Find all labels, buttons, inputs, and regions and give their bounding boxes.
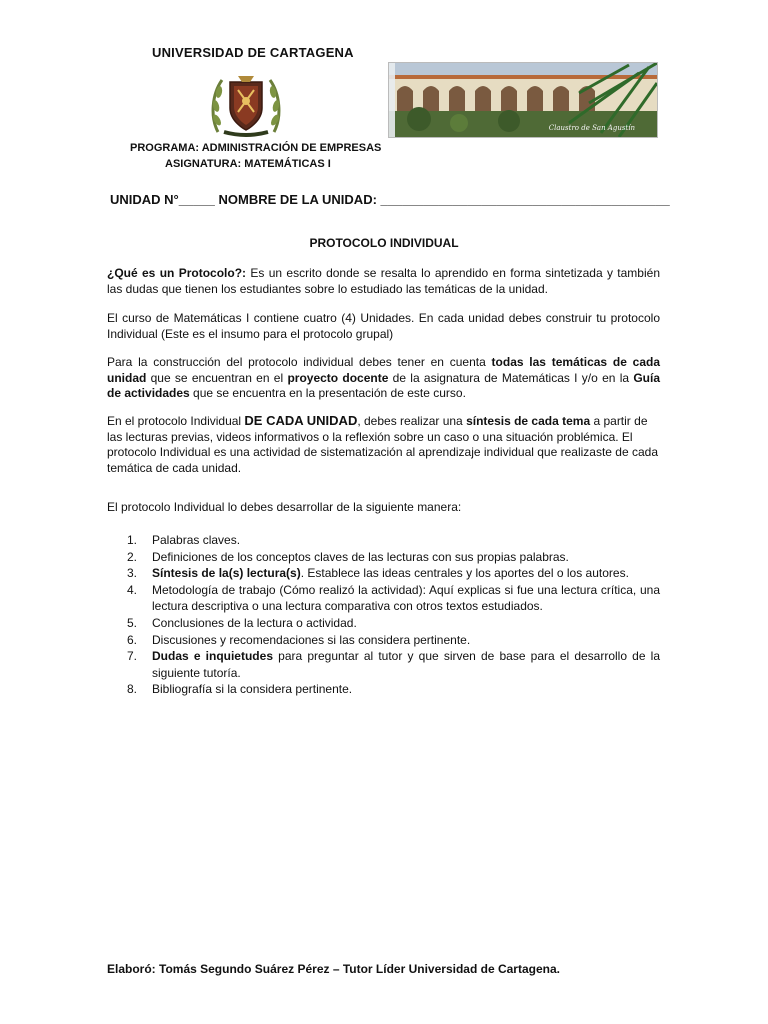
unit-line: UNIDAD N°_____ NOMBRE DE LA UNIDAD: ________________________________________: [110, 192, 670, 207]
paragraph-what-is-protocol: [107, 266, 660, 297]
list-number: 7.: [127, 649, 138, 664]
paragraph-text: a partir de las lecturas previas, videos informativos o la reflexión sobre un caso o una situación problémica. El protocolo Individual es una actividad de sistematización al aprendizaje individual que realizaste de cada temática de cada unidad.: [107, 414, 659, 475]
paragraph-bold: proyecto docente: [287, 370, 389, 385]
list-item: [107, 549, 660, 566]
list-number: 4.: [127, 582, 138, 597]
list-item: [107, 532, 660, 549]
list-number: 2.: [127, 549, 138, 564]
paragraph-bold: DE CADA UNIDAD: [244, 413, 358, 428]
list-number: 1.: [127, 533, 138, 547]
paragraph-text: En el protocolo Individual: [107, 414, 245, 428]
paragraph-text: Es un escrito donde se resalta lo aprendido en forma sintetizada y también las dudas que tienen los estudiantes sobre lo estudiado las temáticas de la unidad.: [107, 266, 660, 296]
document-title: PROTOCOLO INDIVIDUAL: [309, 236, 459, 250]
paragraph-bold: Guía de actividades: [107, 370, 660, 400]
paragraph-text: que se encuentran en el: [146, 370, 288, 385]
list-item-text: Bibliografía si la considera pertinente.: [152, 682, 353, 697]
list-number: 5.: [127, 615, 138, 630]
list-item-bold: Síntesis de la(s) lectura(s): [152, 566, 301, 581]
list-item-text: Conclusiones de la lectura o actividad.: [152, 615, 357, 630]
list-number: 8.: [127, 682, 138, 697]
paragraph-bold: todas las temáticas de cada unidad: [107, 355, 660, 385]
paragraph-text: , debes realizar una: [357, 414, 467, 428]
photo-caption: Claustro de San Agustín: [548, 124, 635, 132]
footer-author: Elaboró: Tomás Segundo Suárez Pérez – Tutor Líder Universidad de Cartagena.: [107, 962, 560, 976]
list-item: [107, 615, 660, 632]
paragraph-how-to: El protocolo Individual lo debes desarrollar de la siguiente manera:: [107, 500, 462, 514]
list-item-text: Metodología de trabajo (Cómo realizó la actividad): Aquí explicas si fue una lectura crítica, una lectura descriptiva o una lectura comparativa con otros textos estudiados.: [152, 582, 660, 614]
list-number: 6.: [127, 632, 138, 647]
program-heading: PROGRAMA: ADMINISTRACIÓN DE EMPRESAS: [130, 142, 382, 154]
university-crest-logo: [208, 72, 284, 140]
paragraph-text: que se encuentra en la presentación de este curso.: [189, 386, 466, 400]
paragraph-bold: síntesis de cada tema: [466, 414, 591, 428]
list-item: [107, 565, 660, 582]
paragraph-text: Para la construcción del protocolo individual debes tener en cuenta: [107, 355, 492, 369]
list-item-text: . Establece las ideas centrales y los aportes del o los autores.: [300, 566, 629, 581]
list-item: [107, 632, 660, 649]
list-item-text: Palabras claves.: [152, 533, 241, 547]
paragraph-each-unit: [107, 413, 660, 476]
steps-list: [107, 532, 660, 698]
paragraph-construction: [107, 355, 660, 402]
list-item: [107, 681, 660, 698]
list-item-text: Discusiones y recomendaciones si las considera pertinente.: [152, 632, 471, 647]
campus-cloister-photo: [388, 62, 658, 138]
list-item-bold: Dudas e inquietudes: [152, 649, 273, 664]
university-name: UNIVERSIDAD DE CARTAGENA: [152, 45, 354, 60]
list-item: [107, 648, 660, 681]
list-item: [107, 582, 660, 615]
list-item-text: Definiciones de los conceptos claves de las lecturas con sus propias palabras.: [152, 549, 569, 564]
paragraph-course-units: El curso de Matemáticas I contiene cuatro (4) Unidades. En cada unidad debes construir tu protocolo Individual (Este es el insumo para el protocolo grupal): [107, 311, 660, 341]
paragraph-bold: ¿Qué es un Protocolo?:: [107, 266, 247, 280]
list-item-text: para preguntar al tutor y que sirven de base para el desarrollo de la siguiente tutoría.: [152, 649, 660, 680]
subject-heading: ASIGNATURA: MATEMÁTICAS I: [165, 158, 331, 170]
paragraph-text: de la asignatura de Matemáticas I y/o en la: [388, 370, 634, 385]
list-number: 3.: [127, 566, 138, 581]
